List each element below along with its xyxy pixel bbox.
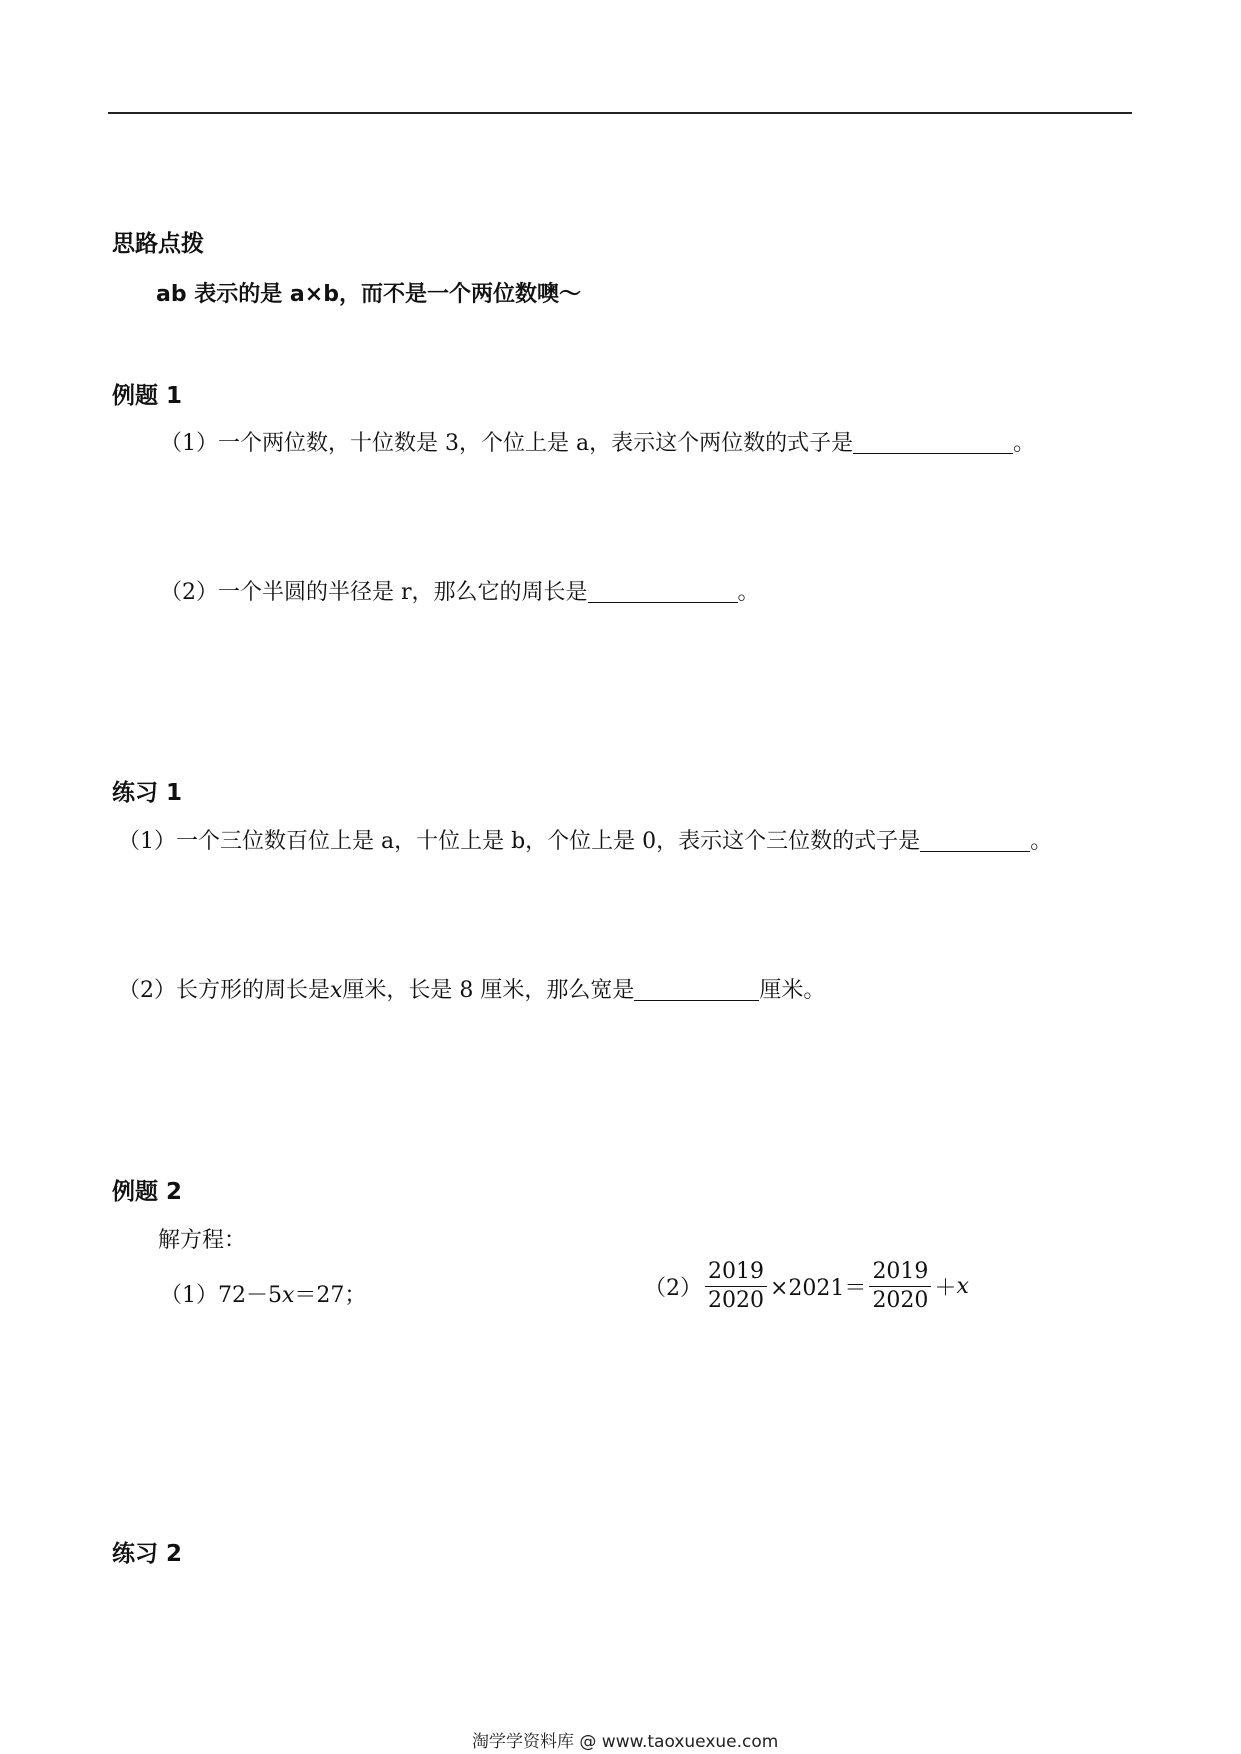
practice1-heading: 练习 1: [112, 780, 183, 806]
variable-x: x: [956, 1274, 969, 1300]
question-end: 。: [737, 580, 760, 605]
fraction: [869, 1260, 931, 1313]
fraction: [705, 1260, 767, 1313]
question-text: 厘米，长是 8 厘米，那么宽是: [342, 978, 635, 1003]
example1-question-1: [160, 426, 1035, 457]
question-end: 。: [1030, 829, 1053, 854]
equation-text: ×2021＝: [770, 1276, 867, 1302]
question-text: （1）一个两位数，十位数是 3，个位上是 a，表示这个两位数的式子是: [160, 431, 854, 456]
equation-text: ＝27；: [294, 1283, 367, 1308]
tip-text: ab 表示的是 a×b，而不是一个两位数噢～: [156, 282, 581, 307]
equation-label: （2）: [644, 1276, 702, 1302]
equation-text: ＋: [934, 1276, 957, 1302]
answer-blank[interactable]: [634, 978, 759, 1001]
example2-intro: 解方程：: [158, 1228, 247, 1253]
answer-blank[interactable]: [588, 580, 738, 603]
footer-watermark: 淘学学资料库 @ www.taoxuexue.com: [472, 1732, 779, 1752]
answer-blank[interactable]: [920, 829, 1030, 852]
question-text: （1）一个三位数百位上是 a，十位上是 b，个位上是 0，表示这个三位数的式子是: [118, 829, 921, 854]
example2-heading: 例题 2: [112, 1179, 183, 1205]
practice1-question-1: [118, 824, 1052, 855]
fraction-numerator: 2019: [705, 1260, 767, 1287]
header-rule: [108, 112, 1132, 114]
variable-x: x: [282, 1283, 295, 1308]
fraction-denominator: 2020: [708, 1288, 764, 1314]
example2-equation-1: [160, 1278, 366, 1309]
practice2-heading: 练习 2: [112, 1541, 183, 1567]
fraction-numerator: 2019: [869, 1260, 931, 1287]
tip-heading: 思路点拨: [112, 231, 204, 257]
question-end: 厘米。: [759, 978, 826, 1003]
variable-x: x: [330, 978, 343, 1003]
question-text: （2）长方形的周长是: [118, 978, 330, 1003]
practice1-question-2: [118, 973, 825, 1004]
example2-equation-2: [644, 1260, 969, 1313]
answer-blank[interactable]: [853, 431, 1013, 454]
equation-text: （1）72－5: [160, 1283, 282, 1308]
example1-question-2: [160, 575, 760, 606]
question-text: （2）一个半圆的半径是 r，那么它的周长是: [160, 580, 588, 605]
question-end: 。: [1013, 431, 1036, 456]
example1-heading: 例题 1: [112, 383, 183, 409]
fraction-denominator: 2020: [872, 1288, 929, 1314]
